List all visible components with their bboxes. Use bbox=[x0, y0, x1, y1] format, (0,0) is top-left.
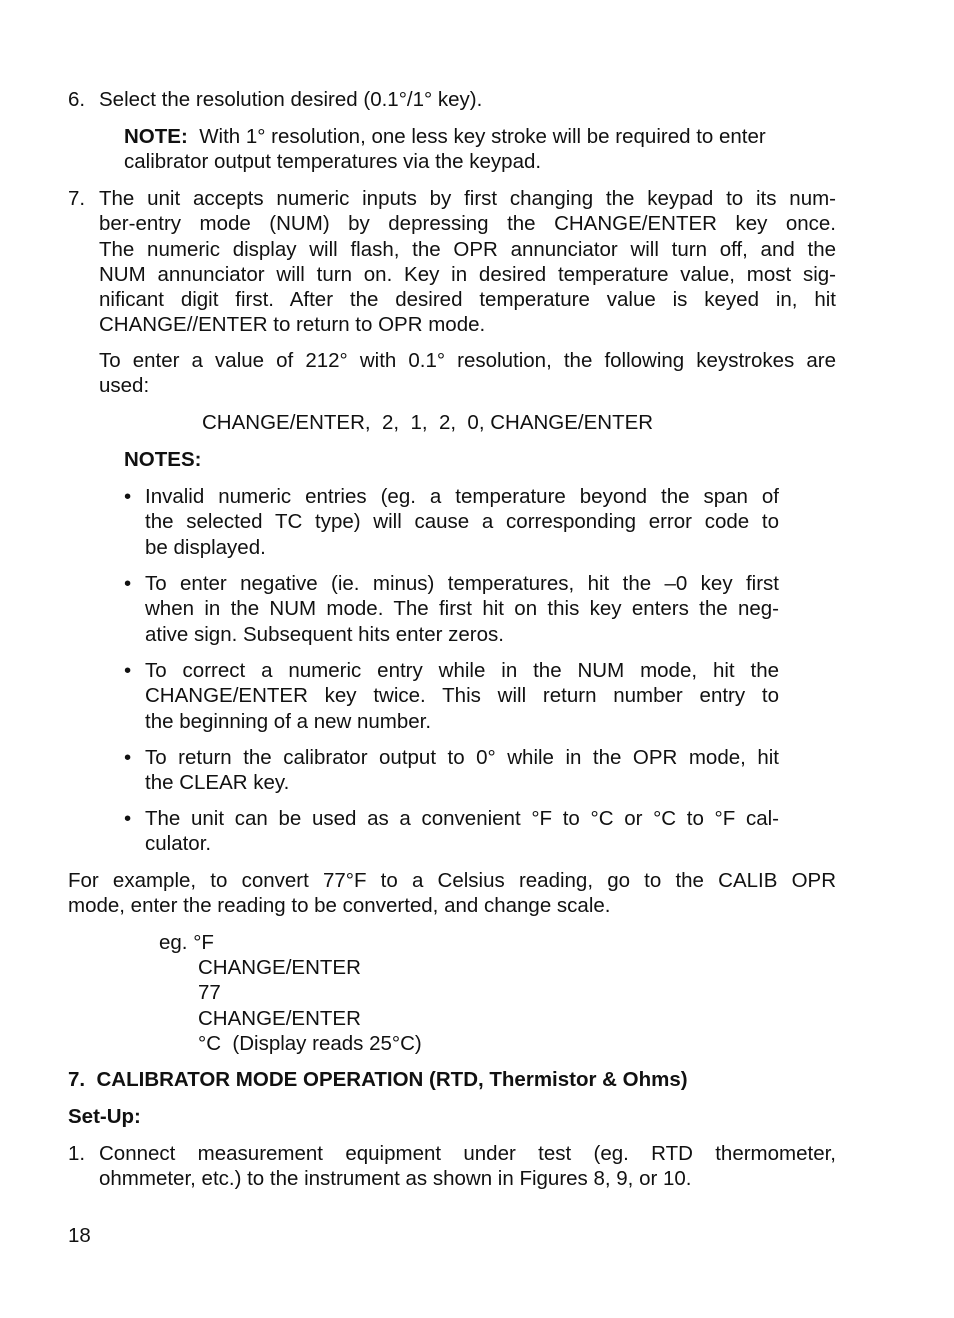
bullet-line: ative sign. Subsequent hits enter zeros. bbox=[145, 622, 504, 646]
step-7-line: NUM annunciator will turn on. Key in desired temperature value, most sig- bbox=[99, 262, 836, 286]
bullet-text bbox=[145, 806, 779, 857]
bullet-text bbox=[145, 745, 779, 796]
bullet-text bbox=[145, 658, 779, 734]
eg-step: 77 bbox=[198, 981, 221, 1005]
keystroke-example-intro bbox=[99, 348, 836, 399]
bullet-line: the selected TC type) will cause a corresponding error code to bbox=[145, 510, 779, 534]
setup-step-1-text bbox=[99, 1141, 836, 1192]
eg-step: CHANGE/ENTER bbox=[198, 956, 361, 979]
step-7-line: nificant digit first. After the desired temperature value is keyed in, hit bbox=[99, 288, 836, 312]
page-number: 18 bbox=[68, 1224, 91, 1247]
setup-subheading: Set-Up: bbox=[68, 1105, 141, 1128]
eg-step: CHANGE/ENTER bbox=[198, 1006, 361, 1030]
bullet-line: be displayed. bbox=[145, 535, 266, 559]
bullet-mark: • bbox=[124, 807, 132, 830]
setup-step-1-number: 1. bbox=[68, 1142, 86, 1165]
bullet-mark: • bbox=[124, 659, 132, 682]
bullet-line: the CLEAR key. bbox=[145, 771, 290, 795]
keystroke-sequence: CHANGE/ENTER, 2, 1, 2, 0, CHANGE/ENTER bbox=[202, 411, 654, 434]
bullet-line: Invalid numeric entries (eg. a temperature beyond the span of bbox=[145, 485, 779, 508]
note-text: With 1° resolution, one less key stroke will be required to enter calibrator output temperatures via the keypad. bbox=[124, 125, 766, 174]
bullet-line: To correct a numeric entry while in the NUM mode, hit the bbox=[145, 659, 779, 682]
step-7-line: The unit accepts numeric inputs by first changing the keypad to its num- bbox=[99, 187, 836, 210]
bullet-line: CHANGE/ENTER key twice. This will return number entry to bbox=[145, 684, 779, 708]
bullet-mark: • bbox=[124, 572, 132, 595]
step-6-number: 6. bbox=[68, 88, 86, 111]
bullet-line: the beginning of a new number. bbox=[145, 709, 432, 733]
example-line: For example, to convert 77°F to a Celsius reading, go to the CALIB OPR bbox=[68, 869, 836, 892]
bullet-text bbox=[145, 571, 779, 647]
section-heading: 7. CALIBRATOR MODE OPERATION (RTD, Thermistor & Ohms) bbox=[68, 1068, 688, 1091]
eg-steps bbox=[198, 955, 422, 1056]
intro-line: To enter a value of 212° with 0.1° resolution, the following keystrokes are bbox=[99, 349, 836, 372]
step-7-paragraph bbox=[99, 186, 836, 338]
step-7-number: 7. bbox=[68, 187, 86, 210]
example-line: mode, enter the reading to be converted, and change scale. bbox=[68, 894, 611, 918]
setup-line: ohmmeter, etc.) to the instrument as shown in Figures 8, 9, or 10. bbox=[99, 1167, 692, 1191]
eg-label: eg. °F bbox=[159, 931, 214, 954]
step-6-text: Select the resolution desired (0.1°/1° key). bbox=[99, 88, 483, 111]
intro-line: used: bbox=[99, 374, 150, 398]
step-7-line: ber-entry mode (NUM) by depressing the CHANGE/ENTER key once. bbox=[99, 212, 836, 236]
bullet-line: To return the calibrator output to 0° while in the OPR mode, hit bbox=[145, 746, 779, 769]
note-label: NOTE: bbox=[124, 125, 188, 148]
eg-step: °C (Display reads 25°C) bbox=[198, 1031, 422, 1055]
bullet-line: culator. bbox=[145, 832, 212, 856]
step-7-line: The numeric display will flash, the OPR annunciator will turn off, and the bbox=[99, 237, 836, 261]
bullet-mark: • bbox=[124, 746, 132, 769]
step-7-line: CHANGE//ENTER to return to OPR mode. bbox=[99, 313, 486, 337]
bullet-text bbox=[145, 484, 779, 560]
bullet-line: when in the NUM mode. The first hit on this key enters the neg- bbox=[145, 597, 779, 621]
bullet-line: To enter negative (ie. minus) temperatures, hit the –0 key first bbox=[145, 572, 779, 595]
notes-label: NOTES: bbox=[124, 448, 202, 471]
bullet-mark: • bbox=[124, 485, 132, 508]
bullet-line: The unit can be used as a convenient °F to °C or °C to °F cal- bbox=[145, 807, 779, 830]
setup-line: Connect measurement equipment under test (eg. RTD thermometer, bbox=[99, 1142, 836, 1165]
conversion-example-paragraph bbox=[68, 868, 836, 919]
resolution-note bbox=[124, 124, 784, 175]
